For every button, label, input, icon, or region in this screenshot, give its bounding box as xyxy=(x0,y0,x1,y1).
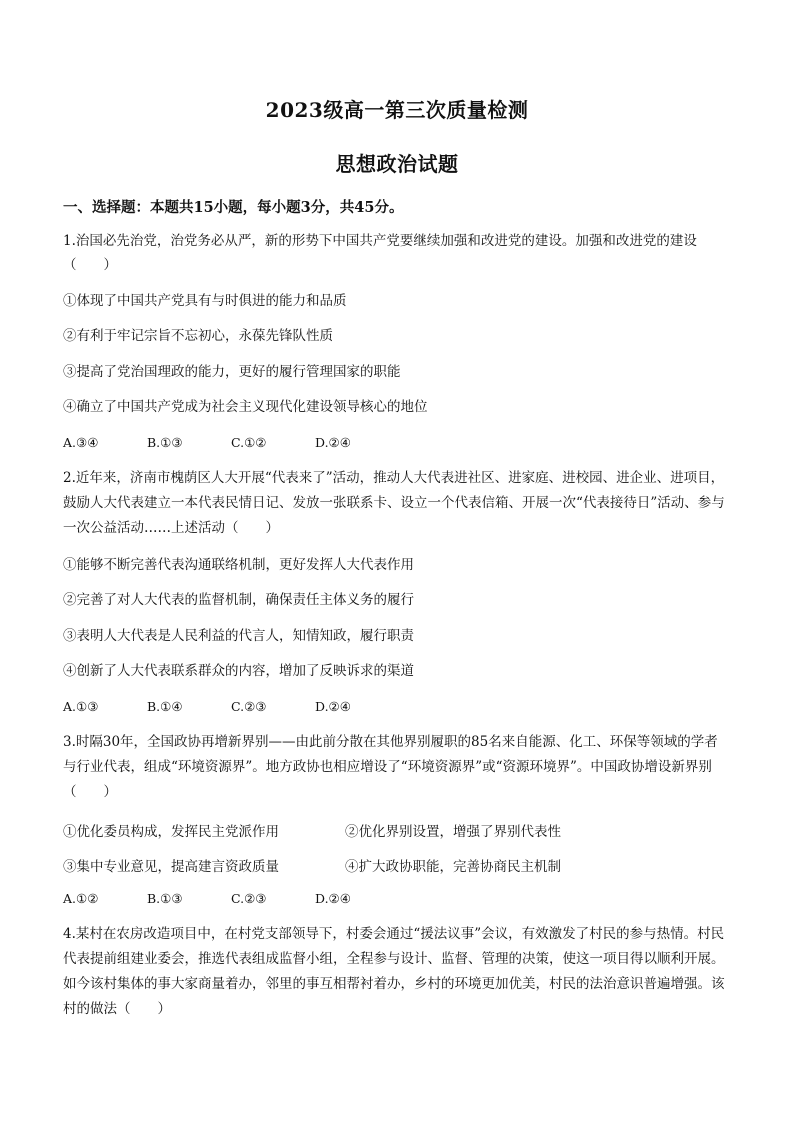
question-2-option-c: C.②③ xyxy=(231,699,267,714)
question-3-option-a: A.①② xyxy=(63,891,99,906)
question-1-option-b: B.①③ xyxy=(147,435,183,450)
question-3-option-c: C.②③ xyxy=(231,891,267,906)
question-1-option-a: A.③④ xyxy=(63,435,99,450)
question-1-stem-line2: （ ） xyxy=(63,257,117,273)
question-3-item-2: ②优化界别设置，增强了界别代表性 xyxy=(345,824,561,840)
question-1-stem-line1: 1.治国必先治党，治党务必从严，新的形势下中国共产党要继续加强和改进党的建设。加强和改进党的建设 xyxy=(63,233,697,249)
question-2-option-d: D.②④ xyxy=(315,699,351,714)
question-2-options xyxy=(63,699,399,714)
question-1-item-4: ④确立了中国共产党成为社会主义现代化建设领导核心的地位 xyxy=(63,399,428,415)
question-2-option-b: B.①④ xyxy=(147,699,183,714)
question-2-item-3: ③表明人大代表是人民利益的代言人，知情知政，履行职责 xyxy=(63,628,414,644)
question-2-item-2: ②完善了对人大代表的监督机制，确保责任主体义务的履行 xyxy=(63,592,414,608)
question-1-item-2: ②有利于牢记宗旨不忘初心，永葆先锋队性质 xyxy=(63,328,333,344)
question-2-item-4: ④创新了人大代表联系群众的内容，增加了反映诉求的渠道 xyxy=(63,663,414,679)
question-1-item-1: ①体现了中国共产党具有与时俱进的能力和品质 xyxy=(63,293,347,309)
question-3-option-d: D.②④ xyxy=(315,891,351,906)
question-2-option-a: A.①③ xyxy=(63,699,99,714)
question-3-stem: 3.时隔30年，全国政协再增新界别——由此前分散在其他界别履职的85名来自能源、化工、环保等领域的学者与行业代表，组成“环境资源界”。地方政协也相应增设了“环境资源界”或“资源环境界”。中国政协增设新界别（ ） xyxy=(63,734,718,800)
question-3-option-b: B.①③ xyxy=(147,891,183,906)
question-3-options xyxy=(63,891,399,906)
question-3-item-1: ①优化委员构成，发挥民主党派作用 xyxy=(63,824,279,840)
question-3-item-3: ③集中专业意见，提高建言资政质量 xyxy=(63,859,279,875)
question-1-option-c: C.①② xyxy=(231,435,267,450)
question-1-option-d: D.②④ xyxy=(315,435,351,450)
question-1-options xyxy=(63,435,399,450)
question-2-stem: 2.近年来，济南市槐荫区人大开展“代表来了”活动，推动人大代表进社区、进家庭、进校园、进企业、进项目，鼓励人大代表建立一本代表民情日记、发放一张联系卡、设立一个代表信箱、开展一次“代表接待日”活动、参与一次公益活动……上述活动（ ） xyxy=(63,470,725,536)
question-1-item-3: ③提高了党治国理政的能力，更好的履行管理国家的职能 xyxy=(63,364,401,380)
question-4-stem: 4.某村在农房改造项目中，在村党支部领导下，村委会通过“援法议事”会议，有效激发了村民的参与热情。村民代表提前组建业委会，推选代表组成监督小组，全程参与设计、监督、管理的决策，使这一项目得以顺利开展。如今该村集体的事大家商量着办，邻里的事互相帮衬着办，乡村的环境更加优美，村民的法治意识普遍增强。该村的做法（ ） xyxy=(63,926,725,1017)
question-2-item-1: ①能够不断完善代表沟通联络机制，更好发挥人大代表作用 xyxy=(63,557,414,573)
question-3-item-4: ④扩大政协职能，完善协商民主机制 xyxy=(345,859,561,875)
exam-title: 2023级高一第三次质量检测 xyxy=(265,98,529,122)
exam-subtitle: 思想政治试题 xyxy=(335,152,459,176)
section-heading: 一、选择题：本题共15小题，每小题3分，共45分。 xyxy=(63,199,404,216)
